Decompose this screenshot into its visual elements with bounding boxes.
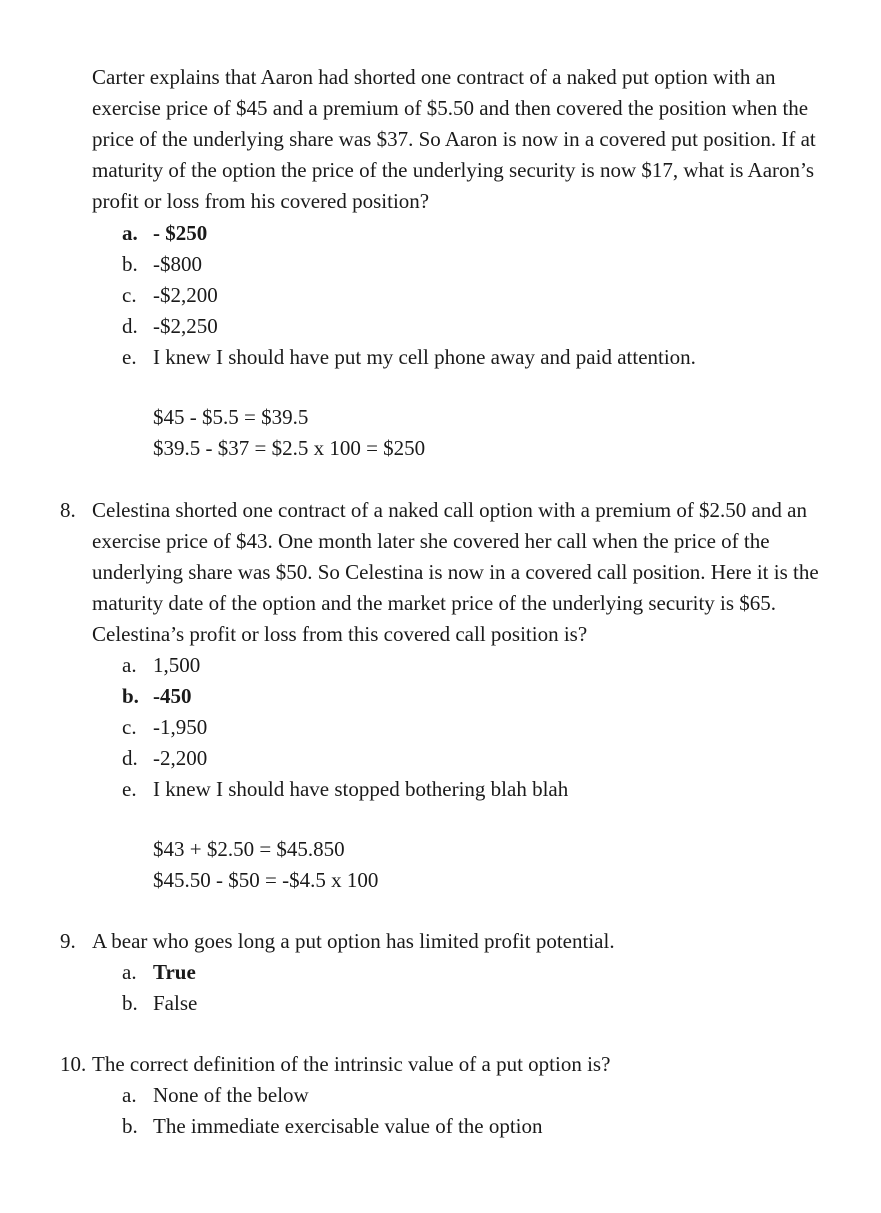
option-text: I knew I should have stopped bothering blah blah	[153, 777, 569, 801]
option-text: -1,950	[153, 715, 208, 739]
question-10-text: The correct definition of the intrinsic value of a put option is?	[92, 1052, 611, 1076]
option-text: -2,200	[153, 746, 208, 770]
option-letter: a.	[122, 1083, 137, 1107]
question-9-number: 9.	[60, 929, 76, 953]
question-8-options	[122, 650, 568, 805]
option-letter: e.	[122, 777, 137, 801]
option-text: - $250	[153, 221, 208, 245]
option-text: True	[153, 960, 196, 984]
work-line: $45 - $5.5 = $39.5	[153, 405, 309, 429]
work-line: $45.50 - $50 = -$4.5 x 100	[153, 868, 379, 892]
option-letter: a.	[122, 960, 137, 984]
question-7-option-c	[122, 280, 696, 311]
question-10-option-b	[122, 1111, 543, 1142]
question-10-options	[122, 1080, 543, 1142]
option-letter: b.	[122, 991, 138, 1015]
question-7-work	[153, 402, 425, 464]
question-8-option-a	[122, 650, 568, 681]
option-letter: e.	[122, 345, 137, 369]
question-7-option-b	[122, 249, 696, 280]
option-text: 1,500	[153, 653, 201, 677]
question-9-option-a	[122, 957, 197, 988]
option-text: -$2,200	[153, 283, 218, 307]
question-8-option-b	[122, 681, 568, 712]
question-8-option-e	[122, 774, 568, 805]
work-line: $43 + $2.50 = $45.850	[153, 837, 345, 861]
question-7-text: Carter explains that Aaron had shorted one contract of a naked put option with an exercise price of $45 and a premium of $5.50 and then covered the position when the price of the underlying share was $37. So Aaron is now in a covered put position. If at maturity of the option the price of the underlying security is now $17, what is Aaron’s profit or loss from his covered position?	[92, 65, 816, 213]
question-8-work	[153, 834, 378, 896]
option-letter: a.	[122, 653, 137, 677]
option-letter: d.	[122, 746, 138, 770]
option-text: The immediate exercisable value of the option	[153, 1114, 543, 1138]
option-text: -$800	[153, 252, 202, 276]
question-10-option-a	[122, 1080, 543, 1111]
question-7-option-e	[122, 342, 696, 373]
question-7-option-a	[122, 218, 696, 249]
option-letter: c.	[122, 283, 137, 307]
question-8-option-c	[122, 712, 568, 743]
question-8-text: Celestina shorted one contract of a naked call option with a premium of $2.50 and an exercise price of $43. One month later she covered her call when the price of the underlying share was $50. So Celestina is now in a covered call position. Here it is the maturity date of the option and the market price of the underlying security is $65. Celestina’s profit or loss from this covered call position is?	[92, 498, 819, 646]
option-letter: d.	[122, 314, 138, 338]
option-text: None of the below	[153, 1083, 309, 1107]
question-8-option-d	[122, 743, 568, 774]
question-9-option-b	[122, 988, 197, 1019]
option-letter: b.	[122, 252, 138, 276]
work-line: $39.5 - $37 = $2.5 x 100 = $250	[153, 436, 426, 460]
option-letter: b.	[122, 684, 139, 708]
question-9-text: A bear who goes long a put option has limited profit potential.	[92, 929, 615, 953]
question-7-options	[122, 218, 696, 373]
option-text: I knew I should have put my cell phone away and paid attention.	[153, 345, 696, 369]
option-letter: a.	[122, 221, 138, 245]
option-text: -$2,250	[153, 314, 218, 338]
option-text: -450	[153, 684, 192, 708]
option-letter: b.	[122, 1114, 138, 1138]
question-10-number: 10.	[60, 1052, 87, 1076]
option-letter: c.	[122, 715, 137, 739]
question-9-options	[122, 957, 197, 1019]
option-text: False	[153, 991, 198, 1015]
question-7-option-d	[122, 311, 696, 342]
question-8-number: 8.	[60, 498, 76, 522]
